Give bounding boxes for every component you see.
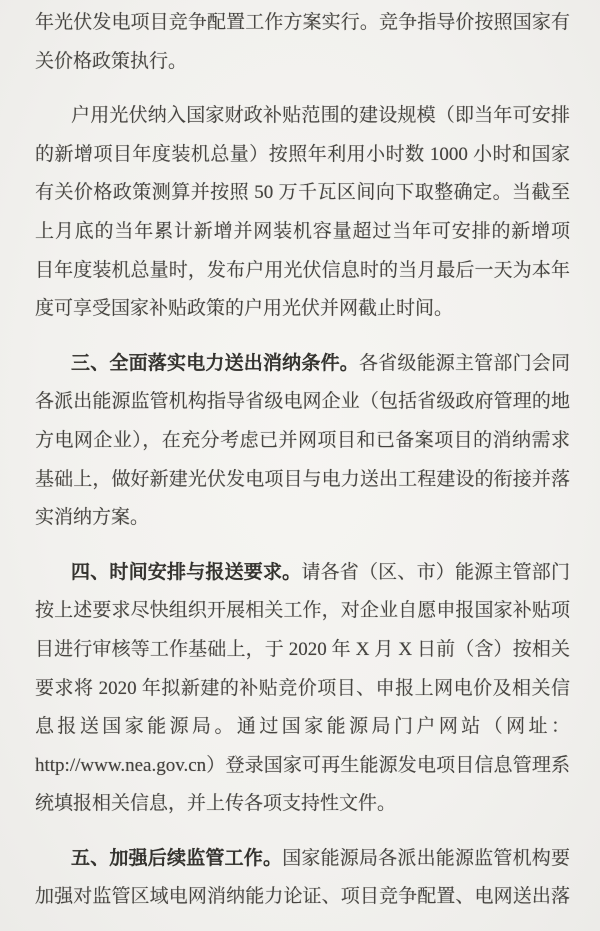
text-line: 加强对监管区域电网消纳能力论证、项目竞争配置、电网送出落 bbox=[35, 886, 570, 908]
text-line: 年光伏发电项目竞争配置工作方案实行。竞争指导价按照国家有 bbox=[35, 12, 570, 33]
text-line: 要求将 2020 年拟新建的补贴竞价项目、申报上网电价及相关信 bbox=[35, 677, 570, 699]
text-line: 实消纳方案。 bbox=[35, 507, 150, 529]
section-heading-rest: 请各省（区、市）能源主管部门 bbox=[301, 561, 570, 583]
text-line: 有关价格政策测算并按照 50 万千瓦区间向下取整确定。当截至 bbox=[35, 182, 570, 204]
text-line: 息报送国家能源局。通过国家能源局门户网站（网址： bbox=[35, 716, 570, 738]
section-heading-rest: 国家能源局各派出能源监管机构要 bbox=[282, 847, 570, 869]
text-line: 按上述要求尽快组织开展相关工作，对企业自愿申报国家补贴项 bbox=[35, 600, 570, 622]
paragraph bbox=[35, 345, 570, 538]
paragraph bbox=[35, 97, 570, 329]
section-heading: 五、加强后续监管工作。 bbox=[71, 847, 283, 869]
text-line bbox=[35, 345, 570, 384]
paragraph bbox=[35, 4, 570, 81]
section-heading: 三、全面落实电力送出消纳条件。 bbox=[71, 352, 359, 374]
text-line: 关价格政策执行。 bbox=[35, 50, 188, 72]
text-line: 户用光伏纳入国家财政补贴范围的建设规模（即当年可安排 bbox=[71, 105, 570, 127]
text-line: 度可享受国家补贴政策的户用光伏并网截止时间。 bbox=[35, 298, 454, 320]
text-line: http://www.nea.gov.cn）登录国家可再生能源发电项目信息管理系 bbox=[35, 754, 570, 776]
text-line: 的新增项目年度装机总量）按照年利用小时数 1000 小时和国家 bbox=[35, 143, 570, 165]
text-line: 上月底的当年累计新增并网装机容量超过当年可安排的新增项 bbox=[35, 220, 570, 242]
paragraph bbox=[35, 554, 570, 824]
text-line: 目年度装机总量时，发布户用光伏信息时的当月最后一天为本年 bbox=[35, 259, 570, 281]
text-line: 统填报相关信息，并上传各项支持性文件。 bbox=[35, 793, 397, 815]
text-line: 各派出能源监管机构指导省级电网企业（包括省级政府管理的地 bbox=[35, 391, 570, 413]
paragraph bbox=[35, 840, 570, 917]
text-line: 目进行审核等工作基础上，于 2020 年 X 月 X 日前（含）按相关 bbox=[35, 638, 570, 660]
section-heading-rest: 各省级能源主管部门会同 bbox=[358, 352, 570, 374]
text-line: 方电网企业），在充分考虑已并网项目和已备案项目的消纳需求 bbox=[35, 429, 570, 451]
text-line bbox=[35, 840, 570, 879]
text-line: 基础上，做好新建光伏发电项目与电力送出工程建设的衔接并落 bbox=[35, 468, 570, 490]
text-line bbox=[35, 554, 570, 593]
section-heading: 四、时间安排与报送要求。 bbox=[71, 561, 302, 583]
document-body bbox=[35, 4, 570, 931]
